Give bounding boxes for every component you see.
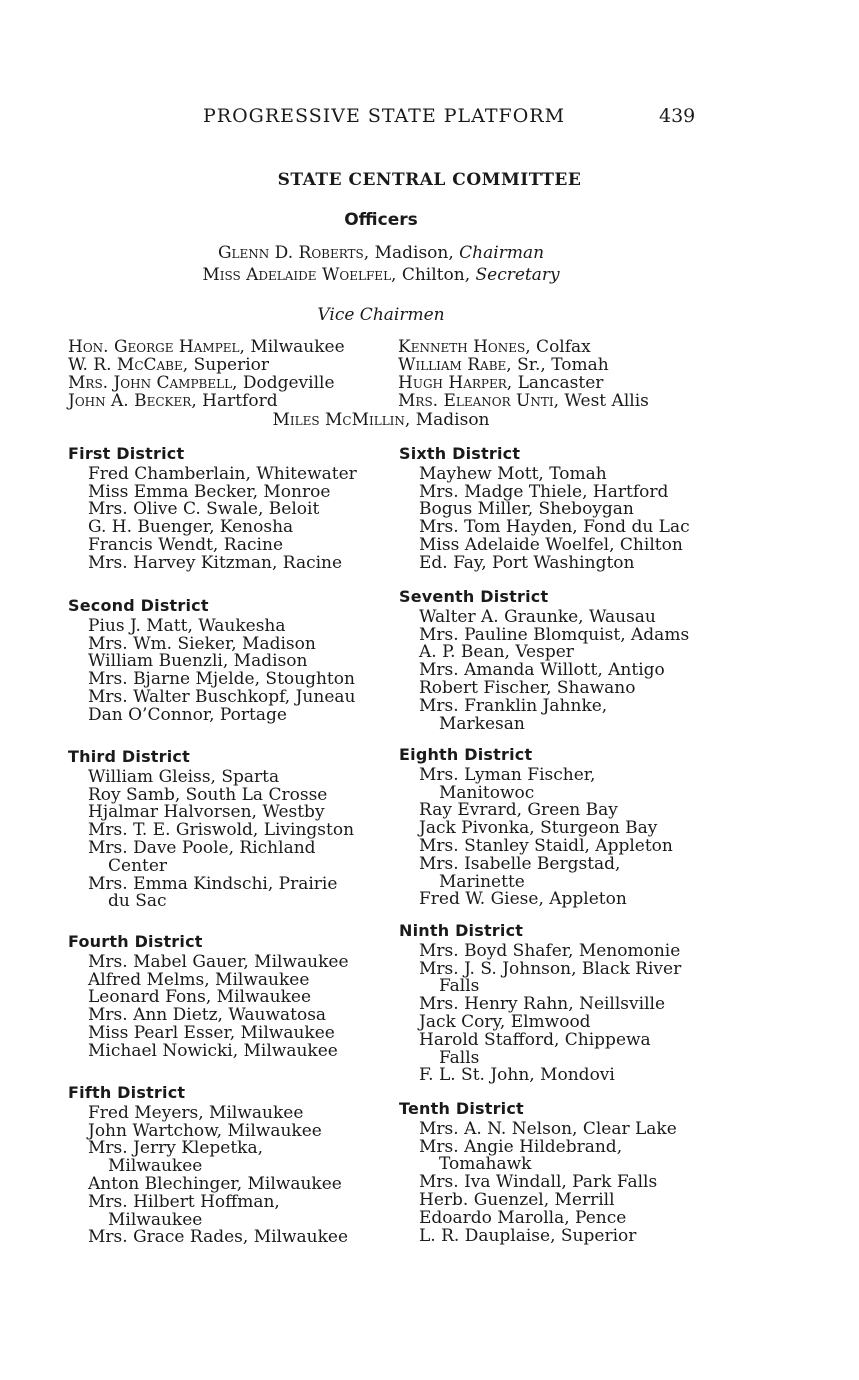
district-heading: Tenth District [399,1099,524,1118]
member-line: Mrs. Grace Rades, Milwaukee [88,1227,349,1248]
member-line: Mrs. Walter Buschkopf, Juneau [88,686,356,707]
vice-chairman [398,374,649,392]
committee-member [399,1067,681,1085]
member-line: Harold Stafford, Chippewa [419,1029,651,1050]
member-line: Mrs. Pauline Blomquist, Adams [419,624,690,645]
member-line: John Wartchow, Milwaukee [88,1120,322,1141]
officer-name: Glenn D. Roberts [217,243,364,263]
officer-role: Secretary [475,265,560,285]
member-line: Jack Pivonka, Sturgeon Bay [419,818,658,839]
member-line-continuation: Milwaukee [108,1209,203,1230]
member-line-continuation: Markesan [439,713,525,734]
district-section [68,933,349,1061]
running-title: PROGRESSIVE STATE PLATFORM [203,105,566,127]
district-section [399,922,681,1085]
officer-role: Chairman [459,243,545,263]
member-line: L. R. Dauplaise, Superior [419,1225,637,1246]
member-line: Mrs. Bjarne Mjelde, Stoughton [88,669,355,690]
vice-chairman-place: , Dodgeville [232,373,335,393]
committee-member [68,873,354,912]
vice-chairman-name: John A. Becker [68,391,192,411]
vice-chairman-name: William Rabe [398,355,507,375]
member-line: Miss Adelaide Woelfel, Chilton [419,534,683,555]
vice-chairman [398,356,649,374]
district-heading: Fourth District [68,932,203,951]
member-line: Mrs. A. N. Nelson, Clear Lake [419,1118,677,1139]
member-line: Pius J. Matt, Waukesha [88,615,286,636]
member-line: Hjalmar Halvorsen, Westby [88,802,325,823]
member-line: Miss Pearl Esser, Milwaukee [88,1022,335,1043]
committee-member [399,764,673,803]
member-line: Edoardo Marolla, Pence [419,1207,627,1228]
member-line: Michael Nowicki, Milwaukee [88,1040,338,1061]
member-line: Mrs. Boyd Shafer, Menomonie [419,940,681,961]
district-heading: Fifth District [68,1083,186,1102]
vice-chairman-place: , West Allis [553,391,649,411]
page-title: STATE CENTRAL COMMITTEE [277,170,582,190]
member-line-continuation: du Sac [108,891,167,912]
committee-member [68,1191,348,1230]
vice-chairman [68,356,345,374]
committee-member [399,552,690,573]
member-line-continuation: Falls [439,1047,480,1068]
member-line: Mrs. Franklin Jahnke, [419,695,608,716]
committee-member [399,1136,677,1175]
committee-member [399,853,673,892]
member-line: Francis Wendt, Racine [88,534,284,555]
vice-chairman-name: Kenneth Hones [398,337,526,357]
member-line: Robert Fischer, Shawano [419,677,636,698]
officer-place: , Chilton, [391,265,476,285]
vice-chairman-name: Miles McMillin [272,410,405,430]
vice-chairmen-heading: Vice Chairmen [317,305,445,325]
district-heading: Seventh District [399,587,549,606]
member-line-continuation: Marinette [439,871,525,892]
district-heading: Eighth District [399,745,533,764]
vice-chairmen-right [398,338,649,410]
member-line: Mrs. Madge Thiele, Hartford [419,481,669,502]
member-line: Mrs. Stanley Staidl, Appleton [419,835,673,856]
district-section [68,748,354,911]
vice-chairman [68,374,345,392]
committee-member [68,837,354,876]
member-line: Ray Evrard, Green Bay [419,800,618,821]
district-section [399,746,673,909]
member-line: Mrs. Ann Dietz, Wauwatosa [88,1005,327,1026]
member-line: Ed. Fay, Port Washington [419,552,635,573]
committee-member [68,704,355,725]
member-line: Mrs. Amanda Willott, Antigo [419,660,665,681]
committee-member [399,891,673,909]
vice-chairman [0,410,762,430]
vice-chairman [68,338,345,356]
member-line: Mrs. Iva Windall, Park Falls [419,1172,658,1193]
committee-member [399,1029,681,1068]
member-line: F. L. St. John, Mondovi [419,1065,615,1086]
member-line: Mrs. T. E. Griswold, Livingston [88,820,355,841]
committee-member [399,1225,677,1246]
committee-member [68,552,357,573]
vice-chairman-name: Mrs. John Campbell [68,373,233,393]
district-heading: Sixth District [399,444,521,463]
district-heading: Third District [68,747,190,766]
district-section [68,1084,348,1247]
member-line: Anton Blechinger, Milwaukee [88,1173,342,1194]
member-line: Mrs. Lyman Fischer, [419,764,596,785]
member-line-continuation: Tomahawk [439,1154,532,1175]
committee-member [68,1140,348,1176]
member-line: Mrs. Mabel Gauer, Milwaukee [88,951,349,972]
member-line: Mrs. Henry Rahn, Neillsville [419,994,666,1015]
member-line: Jack Cory, Elmwood [419,1011,591,1032]
district-section [68,597,355,725]
member-line: Herb. Guenzel, Merrill [419,1189,615,1210]
member-line: Fred W. Giese, Appleton [419,889,627,910]
district-heading: First District [68,444,185,463]
member-line: Alfred Melms, Milwaukee [88,969,310,990]
district-heading: Second District [68,596,209,615]
member-line: A. P. Bean, Vesper [419,642,574,663]
district-section [399,1100,677,1245]
vice-chairman-place: , Colfax [525,337,591,357]
committee-member [399,695,689,734]
member-line: Mrs. Wm. Sieker, Madison [88,633,316,654]
member-line: Mrs. J. S. Johnson, Black River [419,958,682,979]
vice-chairman [68,392,345,410]
member-line: Mrs. Emma Kindschi, Prairie [88,873,338,894]
member-line: Dan O’Connor, Portage [88,704,287,725]
member-line: G. H. Buenger, Kenosha [88,517,294,538]
vice-chairman-place: , Madison [404,410,490,430]
member-line: Mrs. Olive C. Swale, Beloit [88,499,320,520]
member-line-continuation: Falls [439,976,480,997]
district-section [399,445,690,573]
vice-chairman-place: , Sr., Tomah [506,355,609,375]
member-line: Mayhew Mott, Tomah [419,463,607,484]
member-line: Leonard Fons, Milwaukee [88,987,312,1008]
member-line: Mrs. Dave Poole, Richland [88,837,316,858]
member-line: Bogus Miller, Sheboygan [419,499,634,520]
vice-chairman-place: , Lancaster [506,373,604,393]
member-line-continuation: Center [108,855,168,876]
member-line: William Gleiss, Sparta [88,766,280,787]
officer-place: , Madison, [363,243,460,263]
officers-heading: Officers [344,210,418,230]
vice-chairmen-left [68,338,345,410]
vice-chairman-place: , Superior [182,355,270,375]
committee-member [68,1229,348,1247]
district-section [68,445,357,573]
committee-member [399,958,682,997]
member-line: Fred Meyers, Milwaukee [88,1102,304,1123]
member-line: Roy Samb, South La Crosse [88,784,328,805]
page-number: 439 [659,105,696,127]
vice-chairman [398,338,649,356]
officer-name: Miss Adelaide Woelfel [202,265,392,285]
vice-chairman-name: Hon. George Hampel [68,337,240,357]
member-line: Miss Emma Becker, Monroe [88,481,331,502]
member-line: Mrs. Harvey Kitzman, Racine [88,552,343,573]
committee-member [68,1040,349,1061]
district-section [399,588,689,733]
member-line-continuation: Manitowoc [439,782,535,803]
vice-chairman-name: W. R. McCabe [68,355,183,375]
member-line-continuation: Milwaukee [108,1156,203,1177]
member-line: Fred Chamberlain, Whitewater [88,463,357,484]
district-heading: Ninth District [399,921,524,940]
member-line: Mrs. Hilbert Hoffman, [88,1191,280,1212]
officer-chairman [0,243,762,263]
vice-chairman-name: Mrs. Eleanor Unti [398,391,554,411]
member-line: Mrs. Angie Hildebrand, [419,1136,623,1157]
member-line: Walter A. Graunke, Wausau [419,606,656,627]
vice-chairman-place: , Milwaukee [239,337,345,357]
vice-chairman-name: Hugh Harper [398,373,507,393]
officer-secretary [0,265,762,285]
vice-chairman-place: , Hartford [191,391,278,411]
vice-chairman [398,392,649,410]
member-line: Mrs. Jerry Klepetka, [88,1138,264,1159]
member-line: Mrs. Isabelle Bergstad, [419,853,621,874]
member-line: Mrs. Tom Hayden, Fond du Lac [419,517,690,538]
member-line: William Buenzli, Madison [88,651,308,672]
